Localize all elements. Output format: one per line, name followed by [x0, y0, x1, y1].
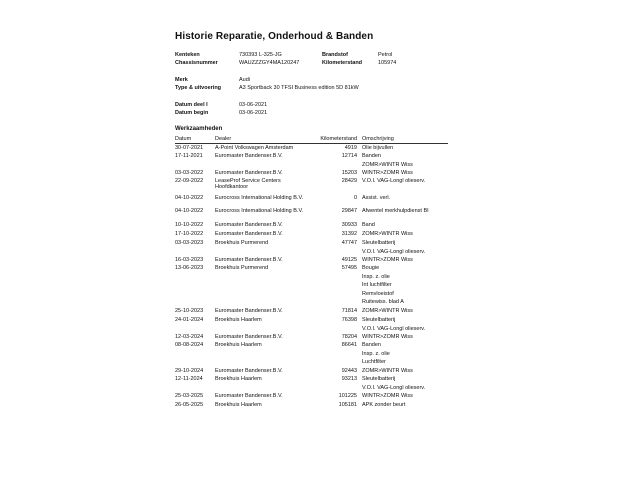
row-dealer: Eurocross International Holding B.V.	[215, 208, 304, 214]
row-dealer: Broekhuis Purmerend	[215, 240, 269, 246]
row-kilometerstand: 4919	[344, 145, 357, 151]
row-omschrijving: V.O.I. VAG-Longl olieserv.	[362, 178, 426, 184]
row-omschrijving: Sleutelbatterij	[362, 240, 396, 246]
row-datum: 17-11-2021	[175, 153, 203, 159]
row-dealer: Broekhuis Haarlem	[215, 342, 262, 348]
row-kilometerstand: 29847	[341, 208, 357, 214]
row-dealer: Euromaster Bandenser.B.V.	[215, 153, 283, 159]
kenteken-value: 730393 L-325-JG	[239, 52, 282, 58]
row-kilometerstand: 15203	[341, 170, 357, 176]
row-datum: 04-10-2022	[175, 195, 204, 201]
row-dealer: Eurocross International Holding B.V.	[215, 195, 304, 201]
row-datum: 12-03-2024	[175, 334, 204, 340]
row-omschrijving: Olie bijvullen	[362, 145, 394, 151]
type-label: Type & uitvoering	[175, 85, 222, 91]
chassis-value: WAUZZZGY4MA120247	[239, 60, 300, 66]
row-omschrijving: ZOMR>WINTR Wiss	[362, 308, 413, 314]
datum-begin-value: 03-06-2021	[239, 110, 268, 116]
row-datum: 24-01-2024	[175, 317, 204, 323]
header-datum: Datum	[175, 136, 192, 142]
row-dealer: Euromaster Bandenser.B.V.	[215, 368, 283, 374]
row-omschrijving: Insp. z. olie	[362, 350, 390, 357]
datum-begin-label: Datum begin	[175, 110, 209, 116]
datum-deel1-label: Datum deel I	[175, 102, 208, 108]
row-omschrijving: V.O.I. VAG-Longl olieserv.	[362, 325, 426, 332]
row-omschrijving: Banden	[362, 153, 381, 159]
row-dealer: Euromaster Bandenser.B.V.	[215, 231, 283, 237]
row-dealer: Euromaster Bandenser.B.V.	[215, 308, 283, 314]
row-kilometerstand: 47747	[341, 240, 357, 246]
row-dealer: Euromaster Bandenser.B.V.	[215, 334, 283, 340]
row-dealer: Broekhuis Haarlem	[215, 402, 262, 408]
kenteken-label: Kenteken	[175, 52, 200, 58]
row-kilometerstand: 71814	[341, 308, 357, 314]
row-kilometerstand: 31392	[341, 231, 357, 237]
row-dealer: Euromaster Bandenser.B.V.	[215, 393, 283, 399]
row-omschrijving: Afwentel merkhulpdienst BI	[362, 208, 429, 214]
row-omschrijving: ZOMR>WINTR Wiss	[362, 368, 413, 374]
row-datum: 22-09-2022	[175, 178, 204, 184]
row-datum: 03-03-2023	[175, 240, 204, 246]
row-kilometerstand: 86641	[341, 342, 357, 348]
merk-value: Audi	[239, 77, 251, 83]
merk-label: Merk	[175, 77, 188, 83]
row-omschrijving: Remvloeistof	[362, 290, 394, 297]
row-kilometerstand: 93213	[341, 376, 357, 382]
row-datum: 10-10-2022	[175, 222, 204, 228]
row-kilometerstand: 12714	[341, 153, 357, 159]
row-kilometerstand: 28429	[341, 178, 357, 184]
row-kilometerstand: 78204	[341, 334, 357, 340]
row-omschrijving: Sleutelbatterij	[362, 376, 396, 382]
brandstof-label: Brandstof	[322, 52, 348, 58]
row-omschrijving: ZOMR>WINTR Wiss	[362, 161, 413, 168]
header-dealer: Dealer	[215, 136, 232, 142]
row-datum: 08-08-2024	[175, 342, 204, 348]
row-kilometerstand: 101225	[338, 393, 357, 399]
row-omschrijving: Bougie	[362, 265, 380, 271]
header-divider	[175, 143, 448, 144]
km-value: 105974	[378, 60, 397, 66]
datum-deel1-value: 03-06-2021	[239, 102, 268, 108]
row-kilometerstand: 30933	[341, 222, 357, 228]
row-dealer: A-Point Volkswagen Amsterdam	[215, 145, 294, 151]
row-omschrijving: WINTR>ZOMR Wiss	[362, 393, 413, 399]
chassis-label: Chassisnummer	[175, 60, 218, 66]
row-datum: 17-10-2022	[175, 231, 204, 237]
row-kilometerstand: 76398	[341, 317, 357, 323]
row-datum: 26-05-2025	[175, 402, 204, 408]
row-omschrijving: V.O.I. VAG-Longl olieserv.	[362, 384, 426, 391]
row-dealer: Euromaster Bandenser.B.V.	[215, 170, 283, 176]
row-omschrijving: Insp. z. olie	[362, 273, 390, 280]
row-datum: 04-10-2022	[175, 208, 204, 214]
row-datum: 29-10-2024	[175, 368, 204, 374]
row-omschrijving: ZOMR>WINTR Wiss	[362, 231, 413, 237]
row-kilometerstand: 0	[353, 195, 357, 201]
row-omschrijving: Int luchtfilter	[362, 282, 392, 289]
row-omschrijving: WINTR>ZOMR Wiss	[362, 257, 413, 263]
row-omschrijving: Sleutelbatterij	[362, 317, 396, 323]
row-dealer: Broekhuis Haarlem	[215, 317, 262, 323]
header-omschrijving: Omschrijving	[362, 136, 394, 142]
row-kilometerstand: 57495	[341, 265, 357, 271]
row-omschrijving: Banden	[362, 342, 381, 348]
row-omschrijving: APK zonder beurt	[362, 402, 406, 408]
row-datum: 25-03-2025	[175, 393, 204, 399]
km-label: Kilometerstand	[322, 60, 363, 66]
row-datum: 30-07-2021	[175, 145, 204, 151]
brandstof-value: Petrol	[378, 52, 393, 58]
row-dealer: Euromaster Bandenser.B.V.	[215, 222, 283, 228]
werkzaamheden-heading: Werkzaamheden	[175, 126, 223, 132]
type-value: A3 Sportback 30 TFSI Business edition 5D 81kW	[239, 85, 359, 91]
row-dealer: Euromaster Bandenser.B.V.	[215, 257, 283, 263]
row-datum: 13-06-2023	[175, 265, 204, 271]
row-omschrijving: Assist. verl.	[362, 195, 391, 201]
row-omschrijving: Luchtfilter	[362, 359, 386, 366]
row-omschrijving: Band	[362, 222, 375, 228]
row-datum: 25-10-2023	[175, 308, 204, 314]
row-dealer: LeaseProf Service Centers Hoofdkantoor	[215, 178, 281, 191]
row-kilometerstand: 92443	[341, 368, 357, 374]
row-kilometerstand: 105181	[338, 402, 357, 408]
row-omschrijving: WINTR>ZOMR Wiss	[362, 334, 413, 340]
row-omschrijving: WINTR>ZOMR Wiss	[362, 170, 413, 176]
row-datum: 03-03-2022	[175, 170, 204, 176]
row-dealer: Broekhuis Haarlem	[215, 376, 262, 382]
row-datum: 12-11-2024	[175, 376, 203, 382]
page-title: Historie Reparatie, Onderhoud & Banden	[175, 31, 374, 42]
row-kilometerstand: 49125	[341, 257, 357, 263]
header-kilometerstand: Kilometerstand	[320, 136, 357, 142]
row-datum: 16-03-2023	[175, 257, 204, 263]
row-omschrijving: V.O.I. VAG-Longl olieserv.	[362, 248, 426, 255]
row-dealer: Broekhuis Purmerend	[215, 265, 269, 271]
row-omschrijving: Ruitewiss. blad A	[362, 299, 404, 306]
